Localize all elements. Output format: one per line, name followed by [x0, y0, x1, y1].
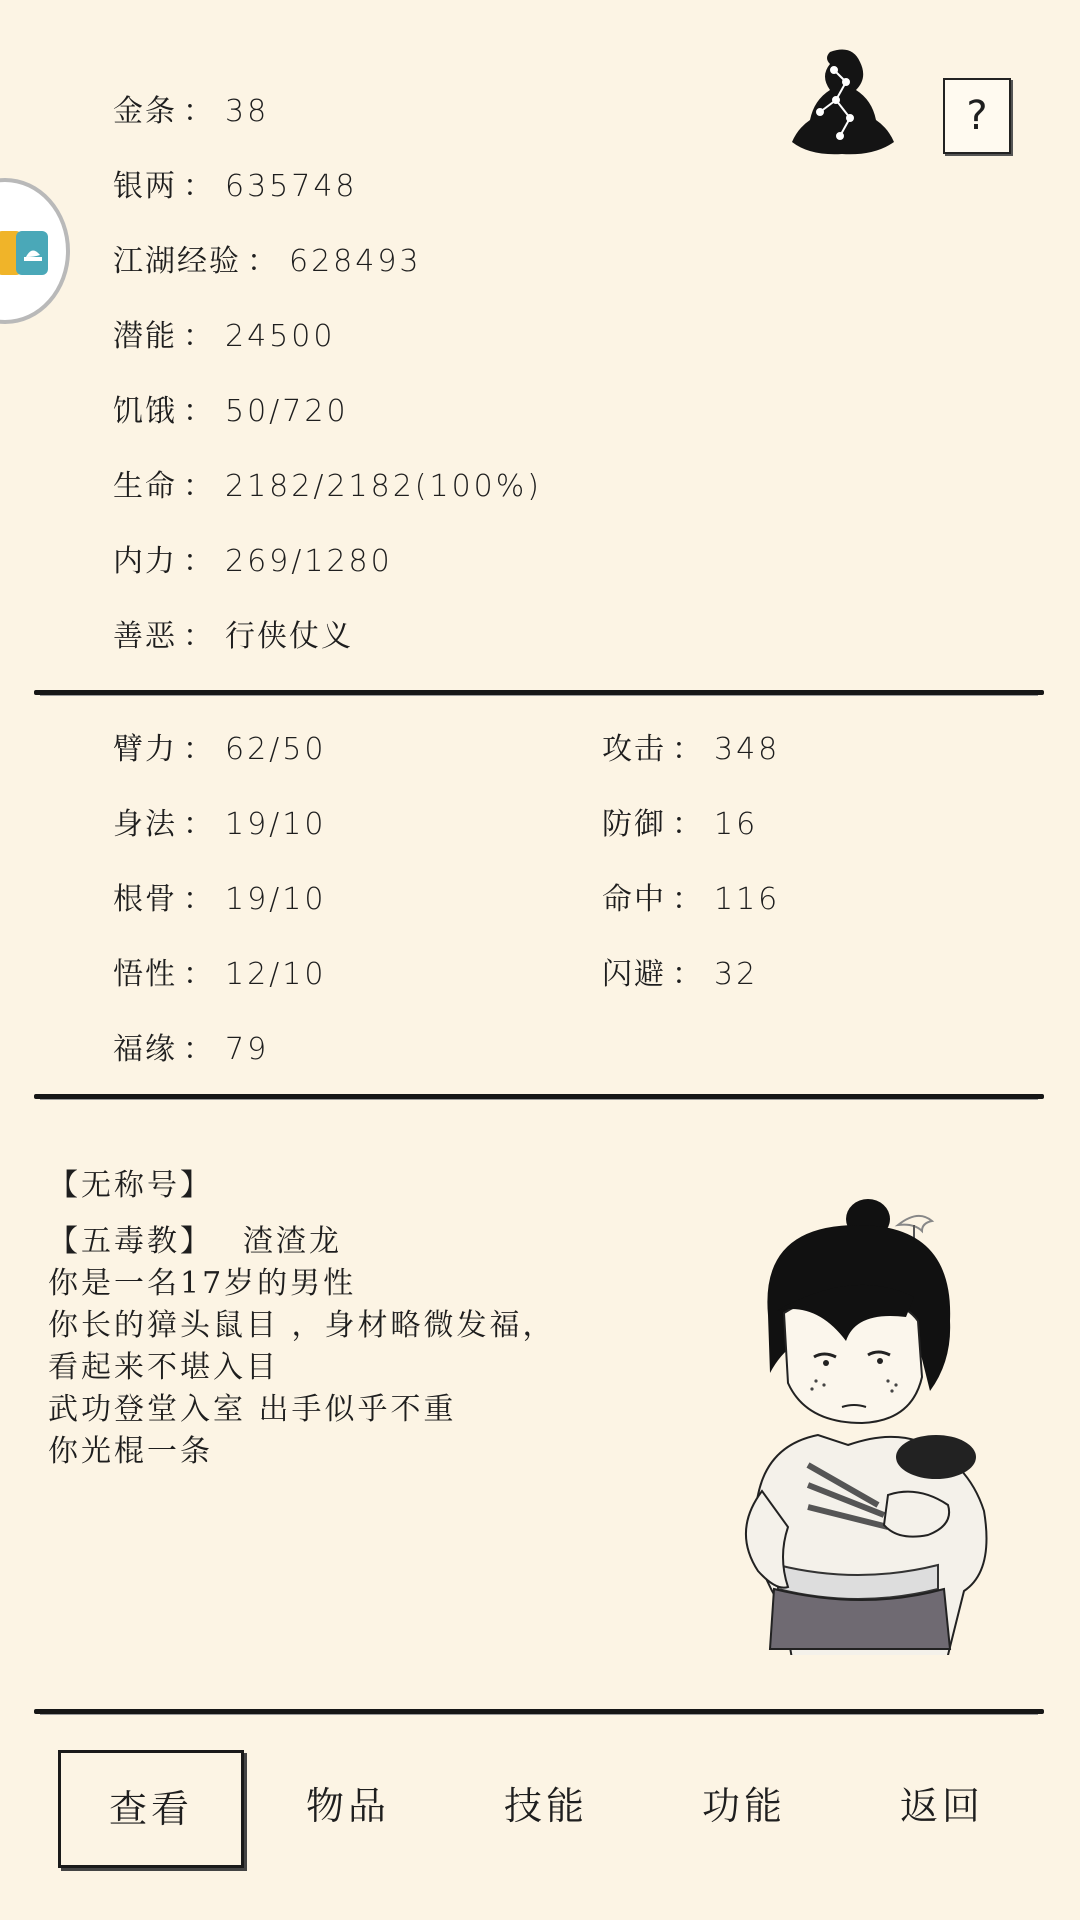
bio-line: 你光棍一条 — [48, 1434, 213, 1469]
stat-value: 38 — [225, 94, 270, 129]
attr-colon: ： — [672, 732, 704, 767]
attr-label: 臂力 — [113, 732, 177, 767]
nav-view-button[interactable]: 查看 — [58, 1750, 244, 1868]
stat-health — [113, 467, 542, 507]
stat-hunger — [113, 392, 349, 432]
stat-value: 2182/2182(100%) — [225, 469, 542, 504]
stat-value: 24500 — [225, 319, 336, 354]
stat-value: 628493 — [289, 244, 422, 279]
nav-back-button[interactable]: 返回 — [899, 1784, 984, 1828]
stat-colon: ： — [183, 469, 215, 504]
stat-label: 生命 — [113, 469, 177, 504]
attr-value: 62/50 — [225, 732, 327, 767]
attr-fortune — [113, 1030, 269, 1070]
attr-label: 根骨 — [113, 882, 177, 917]
bio-line: 你是一名17岁的男性 — [48, 1266, 357, 1301]
stat-label: 江湖经验 — [113, 244, 241, 279]
stat-gold-bars — [113, 92, 269, 132]
character-title: 【无称号】 — [48, 1168, 213, 1203]
character-sect: 【五毒教】 — [48, 1224, 213, 1259]
attr-colon: ： — [672, 807, 704, 842]
attr-colon: ： — [672, 882, 704, 917]
meditation-emblem-icon[interactable] — [790, 48, 896, 160]
stat-inner-force — [113, 542, 393, 582]
bio-line: 你长的獐头鼠目 ，身材略微发福， — [48, 1308, 556, 1343]
attr-agility — [113, 805, 326, 845]
stat-label: 善恶 — [113, 619, 177, 654]
attr-value: 79 — [225, 1032, 270, 1067]
attr-label: 福缘 — [113, 1032, 177, 1067]
stat-experience — [113, 242, 422, 282]
attr-label: 命中 — [602, 882, 666, 917]
character-portrait — [718, 1195, 998, 1655]
nav-skills-button[interactable]: 技能 — [503, 1784, 588, 1828]
attr-constitution — [113, 880, 326, 920]
app-shortcut-icon — [0, 227, 48, 279]
stat-colon: ： — [183, 169, 215, 204]
stat-value: 635748 — [225, 169, 358, 204]
attr-accuracy — [602, 880, 780, 920]
attr-attack — [602, 730, 780, 770]
attr-label: 攻击 — [602, 732, 666, 767]
attr-colon: ： — [672, 957, 704, 992]
attr-strength — [113, 730, 326, 770]
stat-silver — [113, 167, 358, 207]
section-divider — [34, 1094, 1044, 1099]
attr-label: 身法 — [113, 807, 177, 842]
attr-defense — [602, 805, 758, 845]
attr-value: 32 — [714, 957, 759, 992]
stat-colon: ： — [183, 544, 215, 579]
stat-label: 饥饿 — [113, 394, 177, 429]
stat-colon: ： — [183, 319, 215, 354]
stat-colon: ： — [183, 394, 215, 429]
floating-assistant-bubble[interactable] — [0, 178, 70, 324]
stat-value: 50/720 — [225, 394, 349, 429]
attr-evasion — [602, 955, 758, 995]
stat-morality — [113, 617, 353, 657]
help-button[interactable]: ? — [943, 78, 1011, 154]
attr-colon: ： — [183, 807, 215, 842]
attr-value: 19/10 — [225, 882, 327, 917]
character-name: 渣渣龙 — [243, 1224, 342, 1259]
attr-comprehension — [113, 955, 326, 995]
attr-value: 348 — [714, 732, 781, 767]
stat-potential — [113, 317, 335, 357]
attr-value: 12/10 — [225, 957, 327, 992]
attr-colon: ： — [183, 957, 215, 992]
stat-label: 银两 — [113, 169, 177, 204]
bio-line: 看起来不堪入目 — [48, 1350, 279, 1385]
nav-functions-button[interactable]: 功能 — [701, 1784, 786, 1828]
attr-value: 116 — [714, 882, 781, 917]
stat-value: 行侠仗义 — [225, 619, 353, 654]
attr-colon: ： — [183, 882, 215, 917]
bio-line: 武功登堂入室 出手似乎不重 — [48, 1392, 457, 1427]
attr-value: 19/10 — [225, 807, 327, 842]
attr-value: 16 — [714, 807, 759, 842]
section-divider — [34, 1709, 1044, 1714]
character-bio — [48, 1165, 556, 1473]
attr-label: 悟性 — [113, 957, 177, 992]
stat-value: 269/1280 — [225, 544, 393, 579]
stat-colon: ： — [183, 619, 215, 654]
stat-label: 金条 — [113, 94, 177, 129]
stat-label: 潜能 — [113, 319, 177, 354]
section-divider — [34, 690, 1044, 695]
bottom-nav — [0, 1750, 1080, 1870]
stat-colon: ： — [247, 244, 279, 279]
attr-colon: ： — [183, 732, 215, 767]
character-sect-name — [48, 1221, 556, 1263]
attr-label: 防御 — [602, 807, 666, 842]
nav-items-button[interactable]: 物品 — [305, 1784, 390, 1828]
attr-colon: ： — [183, 1032, 215, 1067]
attr-label: 闪避 — [602, 957, 666, 992]
stat-colon: ： — [183, 94, 215, 129]
stat-label: 内力 — [113, 544, 177, 579]
